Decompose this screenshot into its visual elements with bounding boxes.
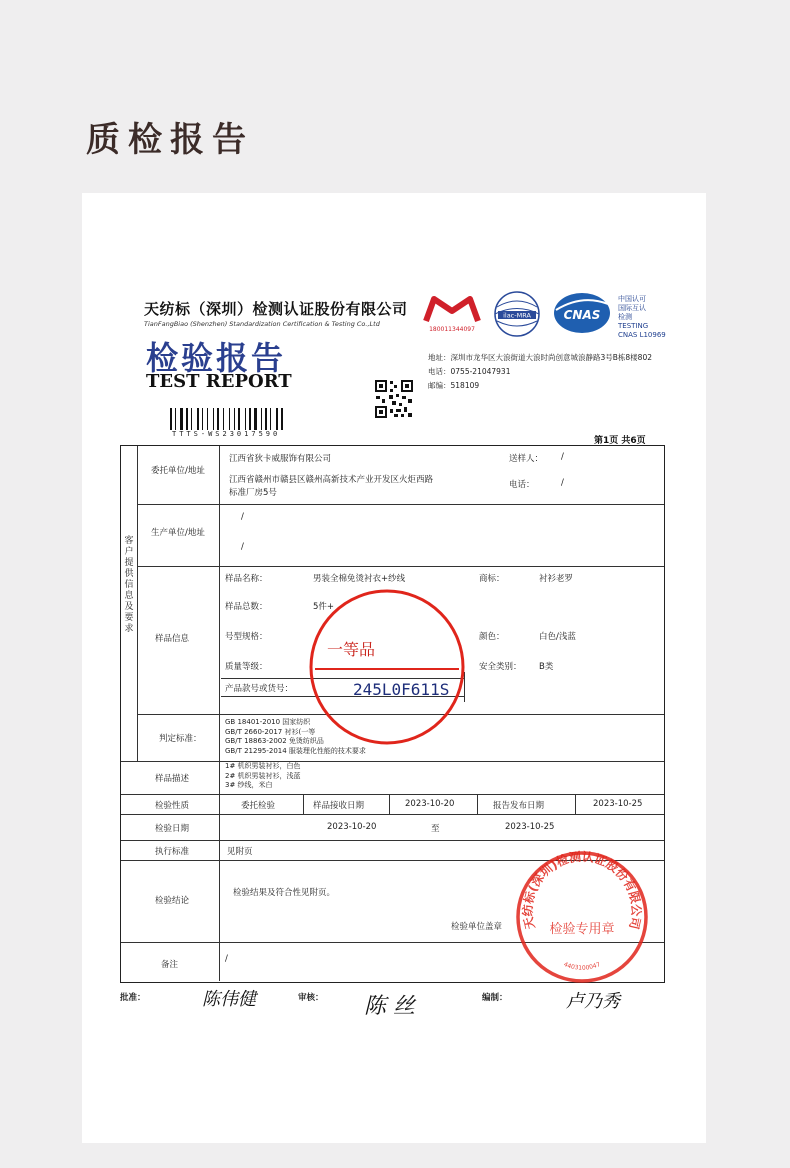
test-date-from: 2023-10-20 — [327, 822, 377, 832]
conclusion: 检验结果及符合性见附页。 — [233, 888, 336, 898]
client-label: 委托单位/地址 — [151, 466, 205, 476]
brand: 衬衫老罗 — [539, 574, 574, 584]
test-date-to: 2023-10-25 — [505, 822, 555, 832]
side-label: 客户提供信息及要求 — [124, 536, 134, 634]
approve-signature: 陈伟健 — [202, 989, 256, 1010]
cnas-text: CNAS — [563, 308, 601, 322]
issue-date: 2023-10-25 — [593, 799, 643, 809]
standard-item: GB/T 18863-2002 免烫纺织品 — [225, 737, 324, 745]
test-date-to-label: 至 — [431, 824, 440, 834]
signature-row — [120, 989, 680, 1029]
producer-value: / — [241, 512, 244, 522]
cnas-line: 国际互认 — [618, 304, 646, 312]
cma-number: 180011344097 — [429, 326, 475, 333]
report-number: TTTS-WS23017590 — [172, 430, 281, 438]
sample-name: 男装全棉免烫衬衣+纱线 — [313, 574, 406, 584]
receive-label: 样品接收日期 — [313, 801, 365, 811]
sample-count-label: 样品总数： — [225, 602, 268, 612]
review-signature: 陈 丝 — [364, 994, 415, 1019]
producer-value: / — [241, 542, 244, 552]
company-name-cn: 天纺标（深圳）检测认证股份有限公司 — [144, 300, 408, 318]
barcode-icon — [168, 408, 308, 430]
seal-center-text: 检验专用章 — [549, 922, 615, 937]
color: 白色/浅蓝 — [539, 632, 576, 642]
client-address-line: 标准厂房5号 — [229, 488, 277, 498]
nature-label: 检验性质 — [155, 801, 190, 811]
svg-text:4403100047 — [563, 961, 602, 972]
postcode: 邮编：518109 — [428, 381, 480, 390]
sender-value: / — [561, 452, 564, 462]
page-heading: 质检报告 — [86, 120, 254, 160]
sample-info-label: 样品信息 — [155, 634, 190, 644]
model-label: 号型规格： — [225, 632, 268, 642]
safety: B类 — [539, 662, 554, 672]
sample-count: 5件+ — [313, 602, 335, 612]
seal-number: 4403100047 — [562, 960, 602, 972]
standard-item: GB/T 21295-2014 服装理化性能的技术要求 — [225, 746, 366, 755]
stamp-grade: 一等品 — [327, 640, 376, 659]
style-no-label: 产品款号或货号： — [225, 684, 294, 694]
producer-label: 生产单位/地址 — [151, 528, 205, 538]
official-seal-icon — [512, 847, 652, 987]
cnas-line: TESTING — [618, 322, 649, 330]
stamp-code: 245L0F611S — [353, 680, 450, 699]
receive-date: 2023-10-20 — [405, 799, 455, 809]
phone: 电话：0755-21047931 — [428, 367, 511, 376]
report-title-en: TEST REPORT — [146, 371, 292, 392]
test-date-label: 检验日期 — [155, 824, 190, 834]
desc-item: 1# 机织男装衬衫，白色 — [225, 762, 301, 770]
ilac-text: ilac-MRA — [503, 311, 531, 320]
report-title-cn: 检验报告 — [146, 339, 287, 377]
conclusion-label: 检验结论 — [155, 896, 190, 906]
seal-ring-text: 天纺标(深圳)检测认证股份有限公司 — [520, 849, 644, 931]
safety-label: 安全类别： — [479, 662, 522, 672]
company-name-en: TianFangBiao (Shenzhen) Standardization Certification & Testing Co.,Ltd — [144, 320, 380, 328]
grade-label: 质量等级： — [225, 662, 268, 672]
client-name: 江西省狄卡威服饰有限公司 — [229, 454, 332, 464]
approve-label: 批准： — [120, 993, 146, 1003]
descriptions — [225, 762, 301, 791]
remarks: / — [225, 954, 228, 964]
cnas-line: CNAS L10969 — [618, 331, 666, 339]
desc-item: 2# 机织男装衬衫，浅蓝 — [225, 771, 301, 780]
cnas-logo-icon — [552, 290, 612, 336]
review-label: 审核： — [298, 993, 324, 1003]
desc-label: 样品描述 — [155, 774, 190, 784]
cnas-line: 检测 — [618, 313, 632, 321]
report-sheet — [82, 193, 706, 1143]
standard-item: GB/T 2660-2017 衬衫(一等 — [225, 727, 316, 736]
standard-item: GB 18401-2010 国家纺织 — [225, 718, 311, 726]
address: 地址：深圳市龙华区大浪街道大浪时尚创意城浪静路3号B栋8楼802 — [428, 353, 653, 362]
issue-label: 报告发布日期 — [493, 801, 545, 811]
remarks-label: 备注 — [161, 960, 179, 970]
color-label: 颜色： — [479, 632, 505, 642]
phone-value: / — [561, 478, 564, 488]
desc-item: 3# 纱线，米白 — [225, 781, 273, 789]
sender-label: 送样人： — [509, 454, 544, 464]
qr-code-icon — [374, 379, 414, 419]
brand-label: 商标： — [479, 574, 505, 584]
nature: 委托检验 — [241, 801, 276, 811]
seal-label: 检验单位盖章 — [451, 922, 503, 932]
edit-signature: 卢乃秀 — [566, 991, 620, 1012]
exec-std-label: 执行标准 — [155, 847, 190, 857]
cnas-line: 中国认可 — [618, 295, 646, 303]
edit-label: 编制： — [482, 993, 508, 1003]
client-address-line: 江西省赣州市赣县区赣州高新技术产业开发区火炬西路 — [229, 475, 434, 485]
contact-block — [428, 351, 652, 393]
standard-label: 判定标准： — [159, 734, 202, 744]
grade-stamp — [307, 587, 467, 747]
exec-std: 见附页 — [227, 847, 253, 857]
cma-logo-icon — [422, 293, 482, 333]
ilac-logo-icon — [487, 289, 547, 339]
svg-text:天纺标(深圳)检测认证股份有限公司 — [520, 849, 643, 931]
sample-name-label: 样品名称： — [225, 574, 268, 584]
phone-label: 电话： — [509, 480, 535, 490]
page-info: 第1页 共6页 — [594, 436, 646, 446]
cnas-info — [618, 295, 666, 340]
